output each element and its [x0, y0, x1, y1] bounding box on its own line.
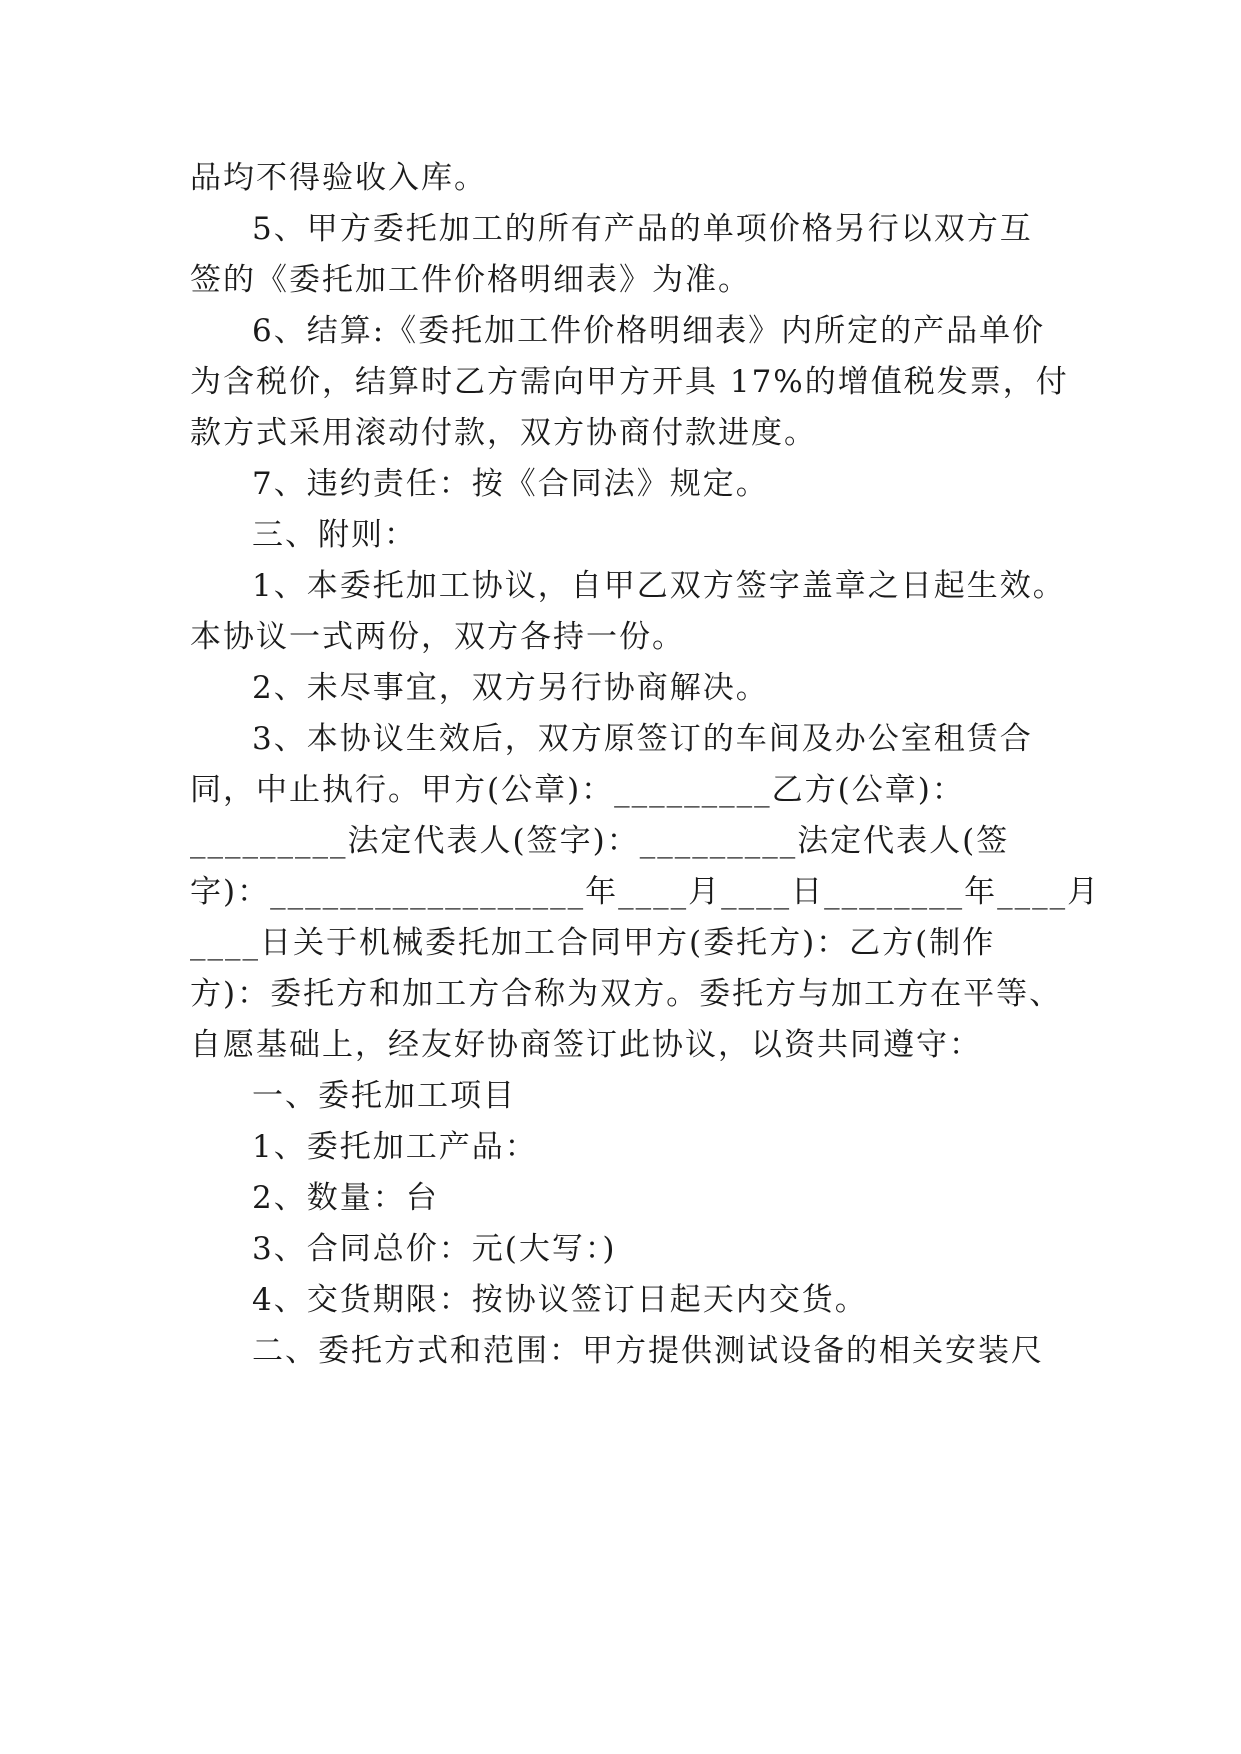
text-line-19: 一、委托加工项目 — [252, 1078, 516, 1114]
text-line-2: 5、甲方委托加工的所有产品的单项价格另行以双方互 — [252, 211, 1033, 247]
text-line-13: 同，中止执行。甲方(公章)：_________乙方(公章)： — [190, 772, 965, 808]
text-line-21: 2、数量：台 — [252, 1180, 439, 1216]
text-line-7: 7、违约责任：按《合同法》规定。 — [252, 466, 769, 502]
text-line-5: 为含税价，结算时乙方需向甲方开具 17%的增值税发票，付 — [190, 364, 1069, 400]
text-line-20: 1、委托加工产品： — [252, 1129, 538, 1165]
text-line-17: 方)：委托方和加工方合称为双方。委托方与加工方在平等、 — [190, 976, 1063, 1012]
text-line-1: 品均不得验收入库。 — [190, 160, 487, 196]
text-line-9: 1、本委托加工协议，自甲乙双方签字盖章之日起生效。 — [252, 568, 1066, 604]
text-line-23: 4、交货期限：按协议签订日起天内交货。 — [252, 1282, 868, 1318]
text-line-12: 3、本协议生效后，双方原签订的车间及办公室租赁合 — [252, 721, 1033, 757]
text-line-4: 6、结算:《委托加工件价格明细表》内所定的产品单价 — [252, 313, 1046, 349]
text-line-22: 3、合同总价：元(大写：) — [252, 1231, 617, 1267]
text-line-18: 自愿基础上，经友好协商签订此协议，以资共同遵守： — [190, 1027, 982, 1063]
text-line-16: ____日关于机械委托加工合同甲方(委托方)：乙方(制作 — [190, 925, 996, 961]
text-line-8: 三、附则： — [252, 517, 417, 553]
text-line-3: 签的《委托加工件价格明细表》为准。 — [190, 262, 751, 298]
text-line-6: 款方式采用滚动付款，双方协商付款进度。 — [190, 415, 817, 451]
text-line-10: 本协议一式两份，双方各持一份。 — [190, 619, 685, 655]
text-line-11: 2、未尽事宜，双方另行协商解决。 — [252, 670, 769, 706]
text-line-14: _________法定代表人(签字)：_________法定代表人(签 — [190, 823, 1010, 859]
text-line-24: 二、委托方式和范围：甲方提供测试设备的相关安装尺 — [252, 1333, 1044, 1369]
text-line-15: 字)：__________________年____月____日________年____月 — [190, 874, 1101, 910]
